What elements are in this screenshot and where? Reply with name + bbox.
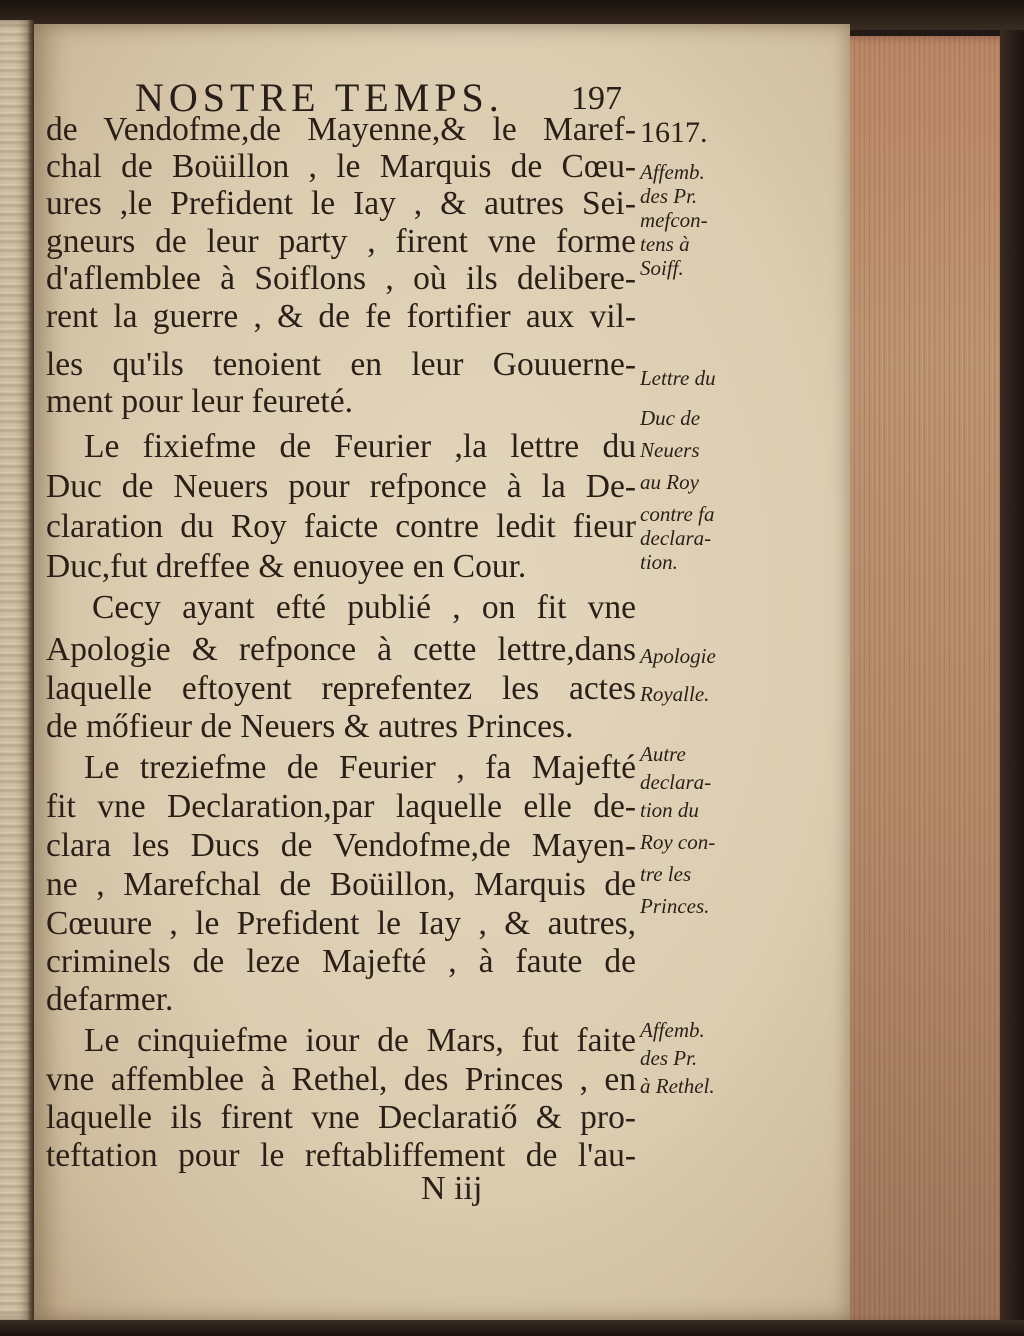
note-line: declara-	[640, 526, 712, 550]
note-line: tre les	[640, 862, 692, 886]
margin-year: 1617.	[640, 116, 708, 149]
note-line: Roy con-	[640, 830, 716, 854]
margin-note	[640, 366, 716, 574]
note-line: Affemb.	[640, 1018, 705, 1042]
text-line: Le treziefme de Feurier , fa Majefté	[84, 749, 636, 786]
margin-note	[640, 644, 716, 706]
page-number: 197	[571, 80, 622, 117]
note-line: au Roy	[640, 470, 699, 494]
note-line: mefcon-	[640, 208, 708, 232]
text-line: Cœuure , le Prefident le Iay , & autres,	[46, 905, 636, 942]
text-line: de Vendofme,de Mayenne,& le Maref-	[46, 111, 636, 148]
note-line: contre fa	[640, 502, 715, 526]
note-line: Autre	[640, 742, 686, 766]
note-line: Neuers	[640, 438, 700, 462]
text-line: Duc,fut dreffee & enuoyee en Cour.	[46, 548, 527, 585]
margin-note	[640, 160, 708, 280]
note-line: des Pr.	[640, 184, 698, 208]
note-line: des Pr.	[640, 1046, 698, 1070]
text-line: laquelle eftoyent reprefentez les actes	[46, 670, 636, 707]
text-line: clara les Ducs de Vendofme,de Mayen-	[46, 827, 636, 864]
margin-note	[640, 742, 715, 918]
note-line: Soiff.	[640, 256, 684, 280]
running-head: NOSTRE TEMPS.	[135, 75, 504, 120]
text-line: les qu'ils tenoient en leur Gouuerne-	[46, 346, 636, 383]
text-line: vne affemblee à Rethel, des Princes , en	[46, 1061, 636, 1098]
note-line: à Rethel.	[640, 1074, 715, 1098]
note-line: Lettre du	[640, 366, 716, 390]
note-line: Apologie	[640, 644, 716, 668]
note-line: declara-	[640, 770, 712, 794]
text-line: rent la guerre , & de fe fortifier aux vil-	[46, 298, 636, 335]
margin-note	[640, 1018, 715, 1098]
text-line: Le fixiefme de Feurier ,la lettre du	[84, 428, 636, 465]
text-line: claration du Roy faicte contre ledit fieur	[46, 508, 636, 545]
text-line: fit vne Declaration,par laquelle elle de-	[46, 788, 636, 825]
text-line: defarmer.	[46, 981, 174, 1018]
text-line: gneurs de leur party , firent vne forme	[46, 223, 636, 260]
bottom-shadow	[0, 1320, 1024, 1336]
note-line: Affemb.	[640, 160, 705, 184]
text-line: ment pour leur feureté.	[46, 383, 353, 420]
note-line: tion du	[640, 798, 699, 822]
text-line: Duc de Neuers pour refponce à la De-	[46, 468, 636, 505]
text-line: ures ,le Prefident le Iay , & autres Sei-	[46, 185, 636, 222]
note-line: Princes.	[640, 894, 710, 918]
book-fore-edge	[826, 36, 1002, 1324]
text-line: de mőfieur de Neuers & autres Princes.	[46, 708, 574, 745]
text-line: laquelle ils firent vne Declaratiő & pro-	[46, 1099, 636, 1136]
text-line: ne , Marefchal de Boüillon, Marquis de	[46, 866, 636, 903]
previous-page-edge	[0, 20, 34, 1320]
text-line: Le cinquiefme iour de Mars, fut faite	[84, 1022, 636, 1059]
note-line: tens à	[640, 232, 690, 256]
text-line: chal de Boüillon , le Marquis de Cœu-	[46, 148, 636, 185]
signature-mark: N iij	[421, 1170, 483, 1207]
text-line: teftation pour le reftabliffement de l'au-	[46, 1137, 636, 1174]
text-line: Apologie & refponce à cette lettre,dans	[46, 631, 636, 668]
note-line: Duc de	[640, 406, 701, 430]
text-line: d'aflemblee à Soiflons , où ils delibere-	[46, 260, 636, 297]
book-cover-edge	[1000, 30, 1024, 1330]
note-line: tion.	[640, 550, 678, 574]
note-line: Royalle.	[640, 682, 710, 706]
text-line: Cecy ayant efté publié , on fit vne	[92, 589, 636, 626]
text-line: criminels de leze Majefté , à faute de	[46, 943, 636, 980]
